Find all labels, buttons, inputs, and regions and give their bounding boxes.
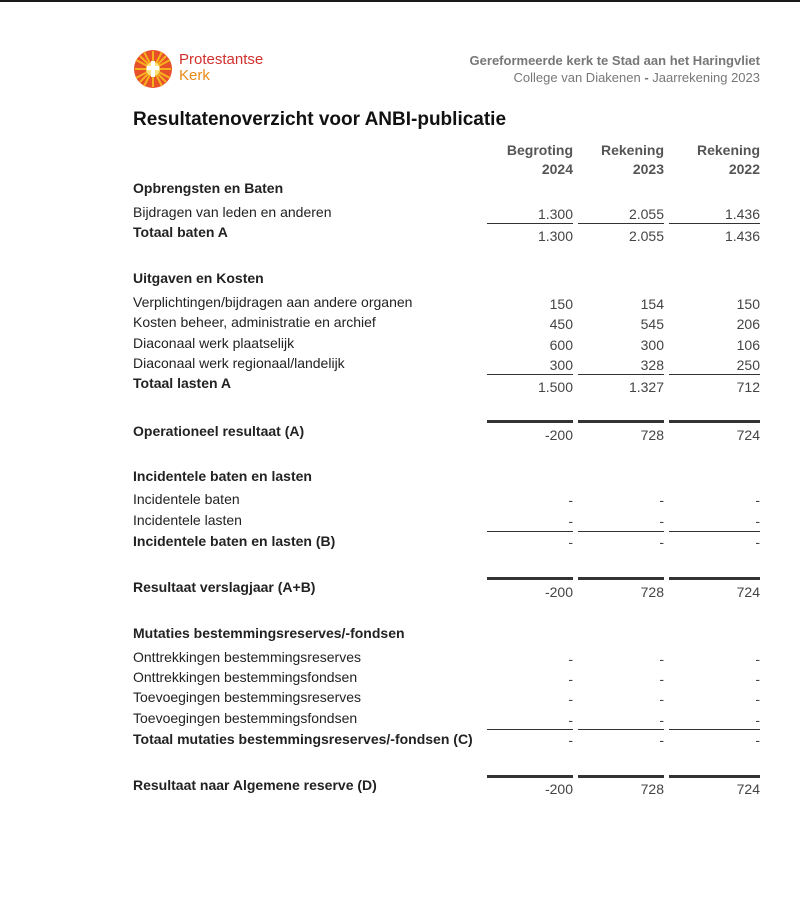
row-value: - — [568, 712, 573, 728]
column-header-rekening-2022 — [670, 141, 760, 179]
page-title: Resultatenoverzicht voor ANBI-publicatie — [133, 109, 507, 130]
sum-line — [669, 531, 760, 532]
row-value: 106 — [736, 337, 760, 353]
row-label: Incidentele baten — [133, 491, 240, 507]
row-value: - — [755, 651, 760, 667]
subtitle-college: College van Diakenen — [513, 70, 641, 85]
row-value: 450 — [549, 316, 573, 332]
row-value: 150 — [549, 296, 573, 312]
result-line — [487, 775, 573, 778]
row-label: Onttrekkingen bestemmingsfondsen — [133, 669, 358, 685]
section-heading-baten: Opbrengsten en Baten — [133, 180, 284, 196]
row-value: 328 — [640, 357, 664, 373]
column-header-label: Begroting — [506, 142, 573, 158]
logo-wordmark — [179, 52, 263, 84]
result-value: 728 — [640, 427, 664, 443]
total-value: - — [755, 732, 760, 748]
row-label: Onttrekkingen bestemmingsreserves — [133, 649, 361, 665]
document-header — [470, 52, 760, 86]
row-value: 1.300 — [537, 206, 573, 222]
row-value: 545 — [640, 316, 664, 332]
result-line — [487, 420, 573, 423]
result-line — [669, 420, 760, 423]
column-header-label: Rekening — [696, 142, 760, 158]
row-value: - — [568, 513, 573, 529]
result-line — [487, 577, 573, 580]
row-label: Diaconaal werk regionaal/landelijk — [133, 355, 345, 371]
row-value: - — [659, 513, 664, 529]
sum-line — [669, 223, 760, 224]
row-value: 1.436 — [724, 206, 760, 222]
row-label: Verplichtingen/bijdragen aan andere organen — [133, 294, 413, 310]
column-header-rekening-2023 — [574, 141, 664, 179]
row-value: 300 — [640, 337, 664, 353]
row-value: - — [659, 691, 664, 707]
logo-line1: Protestantse — [179, 51, 264, 68]
result-value: -200 — [544, 781, 573, 797]
result-value: 724 — [736, 584, 760, 600]
protestantse-kerk-logo-icon — [133, 49, 173, 89]
sum-line — [487, 223, 573, 224]
result-value: 724 — [736, 781, 760, 797]
sum-line — [578, 374, 664, 375]
column-header-label: Rekening — [600, 142, 664, 158]
resultaat-verslagjaar-label: Resultaat verslagjaar (A+B) — [133, 579, 316, 595]
row-label: Toevoegingen bestemmingsfondsen — [133, 710, 358, 726]
sum-line — [487, 531, 573, 532]
row-value: 250 — [736, 357, 760, 373]
total-value: 1.500 — [537, 379, 573, 395]
total-value: - — [568, 732, 573, 748]
sum-line — [487, 374, 573, 375]
row-value: - — [659, 651, 664, 667]
total-label: Totaal baten A — [133, 224, 228, 240]
sum-line — [669, 374, 760, 375]
column-header-year: 2023 — [632, 161, 664, 177]
row-value: - — [755, 691, 760, 707]
logo-line2: Kerk — [179, 67, 210, 84]
document-subtitle — [470, 69, 760, 86]
total-value: 1.300 — [537, 228, 573, 244]
total-value: - — [659, 534, 664, 550]
result-line — [669, 775, 760, 778]
row-value: - — [568, 492, 573, 508]
result-line — [578, 420, 664, 423]
result-line — [578, 577, 664, 580]
result-line — [578, 775, 664, 778]
total-value: 1.436 — [724, 228, 760, 244]
operationeel-resultaat-label: Operationeel resultaat (A) — [133, 423, 305, 439]
row-label: Toevoegingen bestemmingsreserves — [133, 689, 362, 705]
row-value: - — [568, 651, 573, 667]
top-border — [0, 0, 800, 2]
total-label: Totaal lasten A — [133, 375, 232, 391]
total-value: - — [568, 534, 573, 550]
total-value: - — [755, 534, 760, 550]
section-heading-lasten: Uitgaven en Kosten — [133, 270, 264, 286]
resultaat-algemene-reserve-label: Resultaat naar Algemene reserve (D) — [133, 777, 377, 793]
subtitle-year: Jaarrekening 2023 — [652, 70, 760, 85]
row-value: - — [568, 691, 573, 707]
result-line — [669, 577, 760, 580]
row-value: - — [568, 671, 573, 687]
result-value: 728 — [640, 781, 664, 797]
subtitle-separator: - — [640, 70, 653, 85]
row-label: Diaconaal werk plaatselijk — [133, 335, 295, 351]
section-heading-incidenteel: Incidentele baten en lasten — [133, 468, 312, 484]
row-value: - — [755, 712, 760, 728]
row-value: 154 — [640, 296, 664, 312]
total-value: 712 — [736, 379, 760, 395]
result-value: -200 — [544, 584, 573, 600]
section-heading-mutaties: Mutaties bestemmingsreserves/-fondsen — [133, 625, 405, 641]
total-label: Totaal mutaties bestemmingsreserves/-fondsen (C) — [133, 731, 473, 747]
row-value: - — [659, 671, 664, 687]
row-value: 150 — [736, 296, 760, 312]
row-value: - — [755, 492, 760, 508]
organisation-name: Gereformeerde kerk te Stad aan het Haringvliet — [469, 53, 760, 68]
sum-line — [578, 531, 664, 532]
row-label: Incidentele lasten — [133, 512, 242, 528]
row-label: Kosten beheer, administratie en archief — [133, 314, 376, 330]
result-value: 728 — [640, 584, 664, 600]
row-value: - — [755, 671, 760, 687]
sum-line — [578, 729, 664, 730]
total-value: 1.327 — [628, 379, 664, 395]
total-label: Incidentele baten en lasten (B) — [133, 533, 336, 549]
column-header-begroting-2024 — [483, 141, 573, 179]
row-value: 600 — [549, 337, 573, 353]
total-value: 2.055 — [628, 228, 664, 244]
row-value: - — [659, 492, 664, 508]
sum-line — [487, 729, 573, 730]
row-value: 2.055 — [628, 206, 664, 222]
row-value: - — [659, 712, 664, 728]
sum-line — [578, 223, 664, 224]
row-value: 206 — [736, 316, 760, 332]
row-value: - — [755, 513, 760, 529]
sum-line — [669, 729, 760, 730]
result-value: -200 — [544, 427, 573, 443]
row-value: 300 — [549, 357, 573, 373]
result-value: 724 — [736, 427, 760, 443]
row-label: Bijdragen van leden en anderen — [133, 204, 332, 220]
column-header-year: 2024 — [541, 161, 573, 177]
column-header-year: 2022 — [728, 161, 760, 177]
total-value: - — [659, 732, 664, 748]
